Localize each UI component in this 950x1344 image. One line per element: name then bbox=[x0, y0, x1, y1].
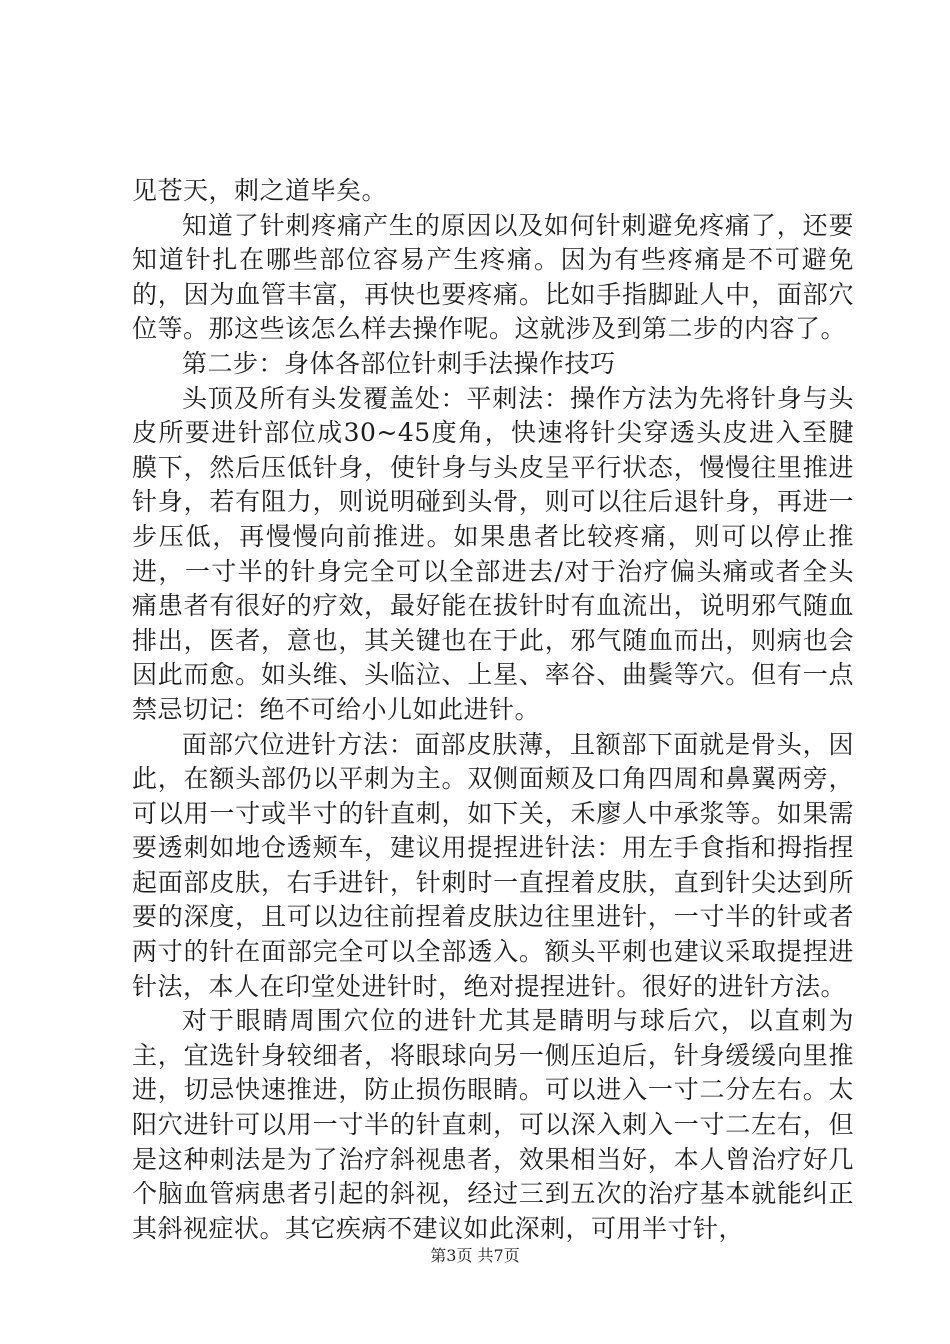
paragraph-continuation: 见苍天，刺之道毕矣。 bbox=[132, 176, 388, 205]
document-body bbox=[132, 174, 854, 1246]
paragraph-face-technique: 面部穴位进针方法：面部皮肤薄，且额部下面就是骨头，因此，在额头部仍以平刺为主。双侧面颊及口角四周和鼻翼两旁，可以用一寸或半寸的针直刺，如下关，禾廖人中承浆等。如果需要透刺如地仓透颊车，建议用提捏进针法：用左手食指和拇指捏起面部皮肤，右手进针，针刺时一直捏着皮肤，直到针尖达到所要的深度，且可以边往前捏着皮肤边往里进针，一寸半的针或者两寸的针在面部完全可以全部透入。额头平刺也建议采取提捏进针法，本人在印堂处进针时，绝对提捏进针。很好的进针方法。 bbox=[132, 729, 854, 1001]
section-heading-step-two: 第二步：身体各部位针刺手法操作技巧 bbox=[182, 348, 616, 378]
page-number-footer: 第3页 共7页 bbox=[430, 1246, 520, 1265]
paragraph-pain-locations: 知道了针刺疼痛产生的原因以及如何针刺避免疼痛了，还要知道针扎在哪些部位容易产生疼痛。因为有些疼痛是不可避免的，因为血管丰富，再快也要疼痛。比如手指脚趾人中，面部穴位等。那这些该怎么样去操作呢。这就涉及到第二步的内容了。 bbox=[132, 210, 854, 344]
paragraph-eye-technique: 对于眼睛周围穴位的进针尤其是睛明与球后穴，以直刺为主，宜选针身较细者，将眼球向另一侧压迫后，针身缓缓向里推进，切忌快速推进，防止损伤眼睛。可以进入一寸二分左右。太阳穴进针可以用一寸半的针直刺，可以深入刺入一寸二左右，但是这种刺法是为了治疗斜视患者，效果相当好，本人曾治疗好几个脑血管病患者引起的斜视，经过三到五次的治疗基本就能纠正其斜视症状。其它疾病不建议如此深刺，可用半寸针， bbox=[132, 1006, 854, 1243]
paragraph-scalp-technique: 头顶及所有头发覆盖处：平刺法：操作方法为先将针身与头皮所要进针部位成30~45度角，快速将针尖穿透头皮进入至腱膜下，然后压低针身，使针身与头皮呈平行状态，慢慢往里推进针身，若有阻力，则说明碰到头骨，则可以往后退针身，再进一步压低，再慢慢向前推进。如果患者比较疼痛，则可以停止推进，一寸半的针身完全可以全部进去/对于治疗偏头痛或者全头痛患者有很好的疗效，最好能在拔针时有血流出，说明邪气随血排出，医者，意也，其关键也在于此，邪气随血而出，则病也会因此而愈。如头维、头临泣、上星、率谷、曲鬓等穴。但有一点禁忌切记：绝不可给小儿如此进针。 bbox=[132, 383, 854, 724]
